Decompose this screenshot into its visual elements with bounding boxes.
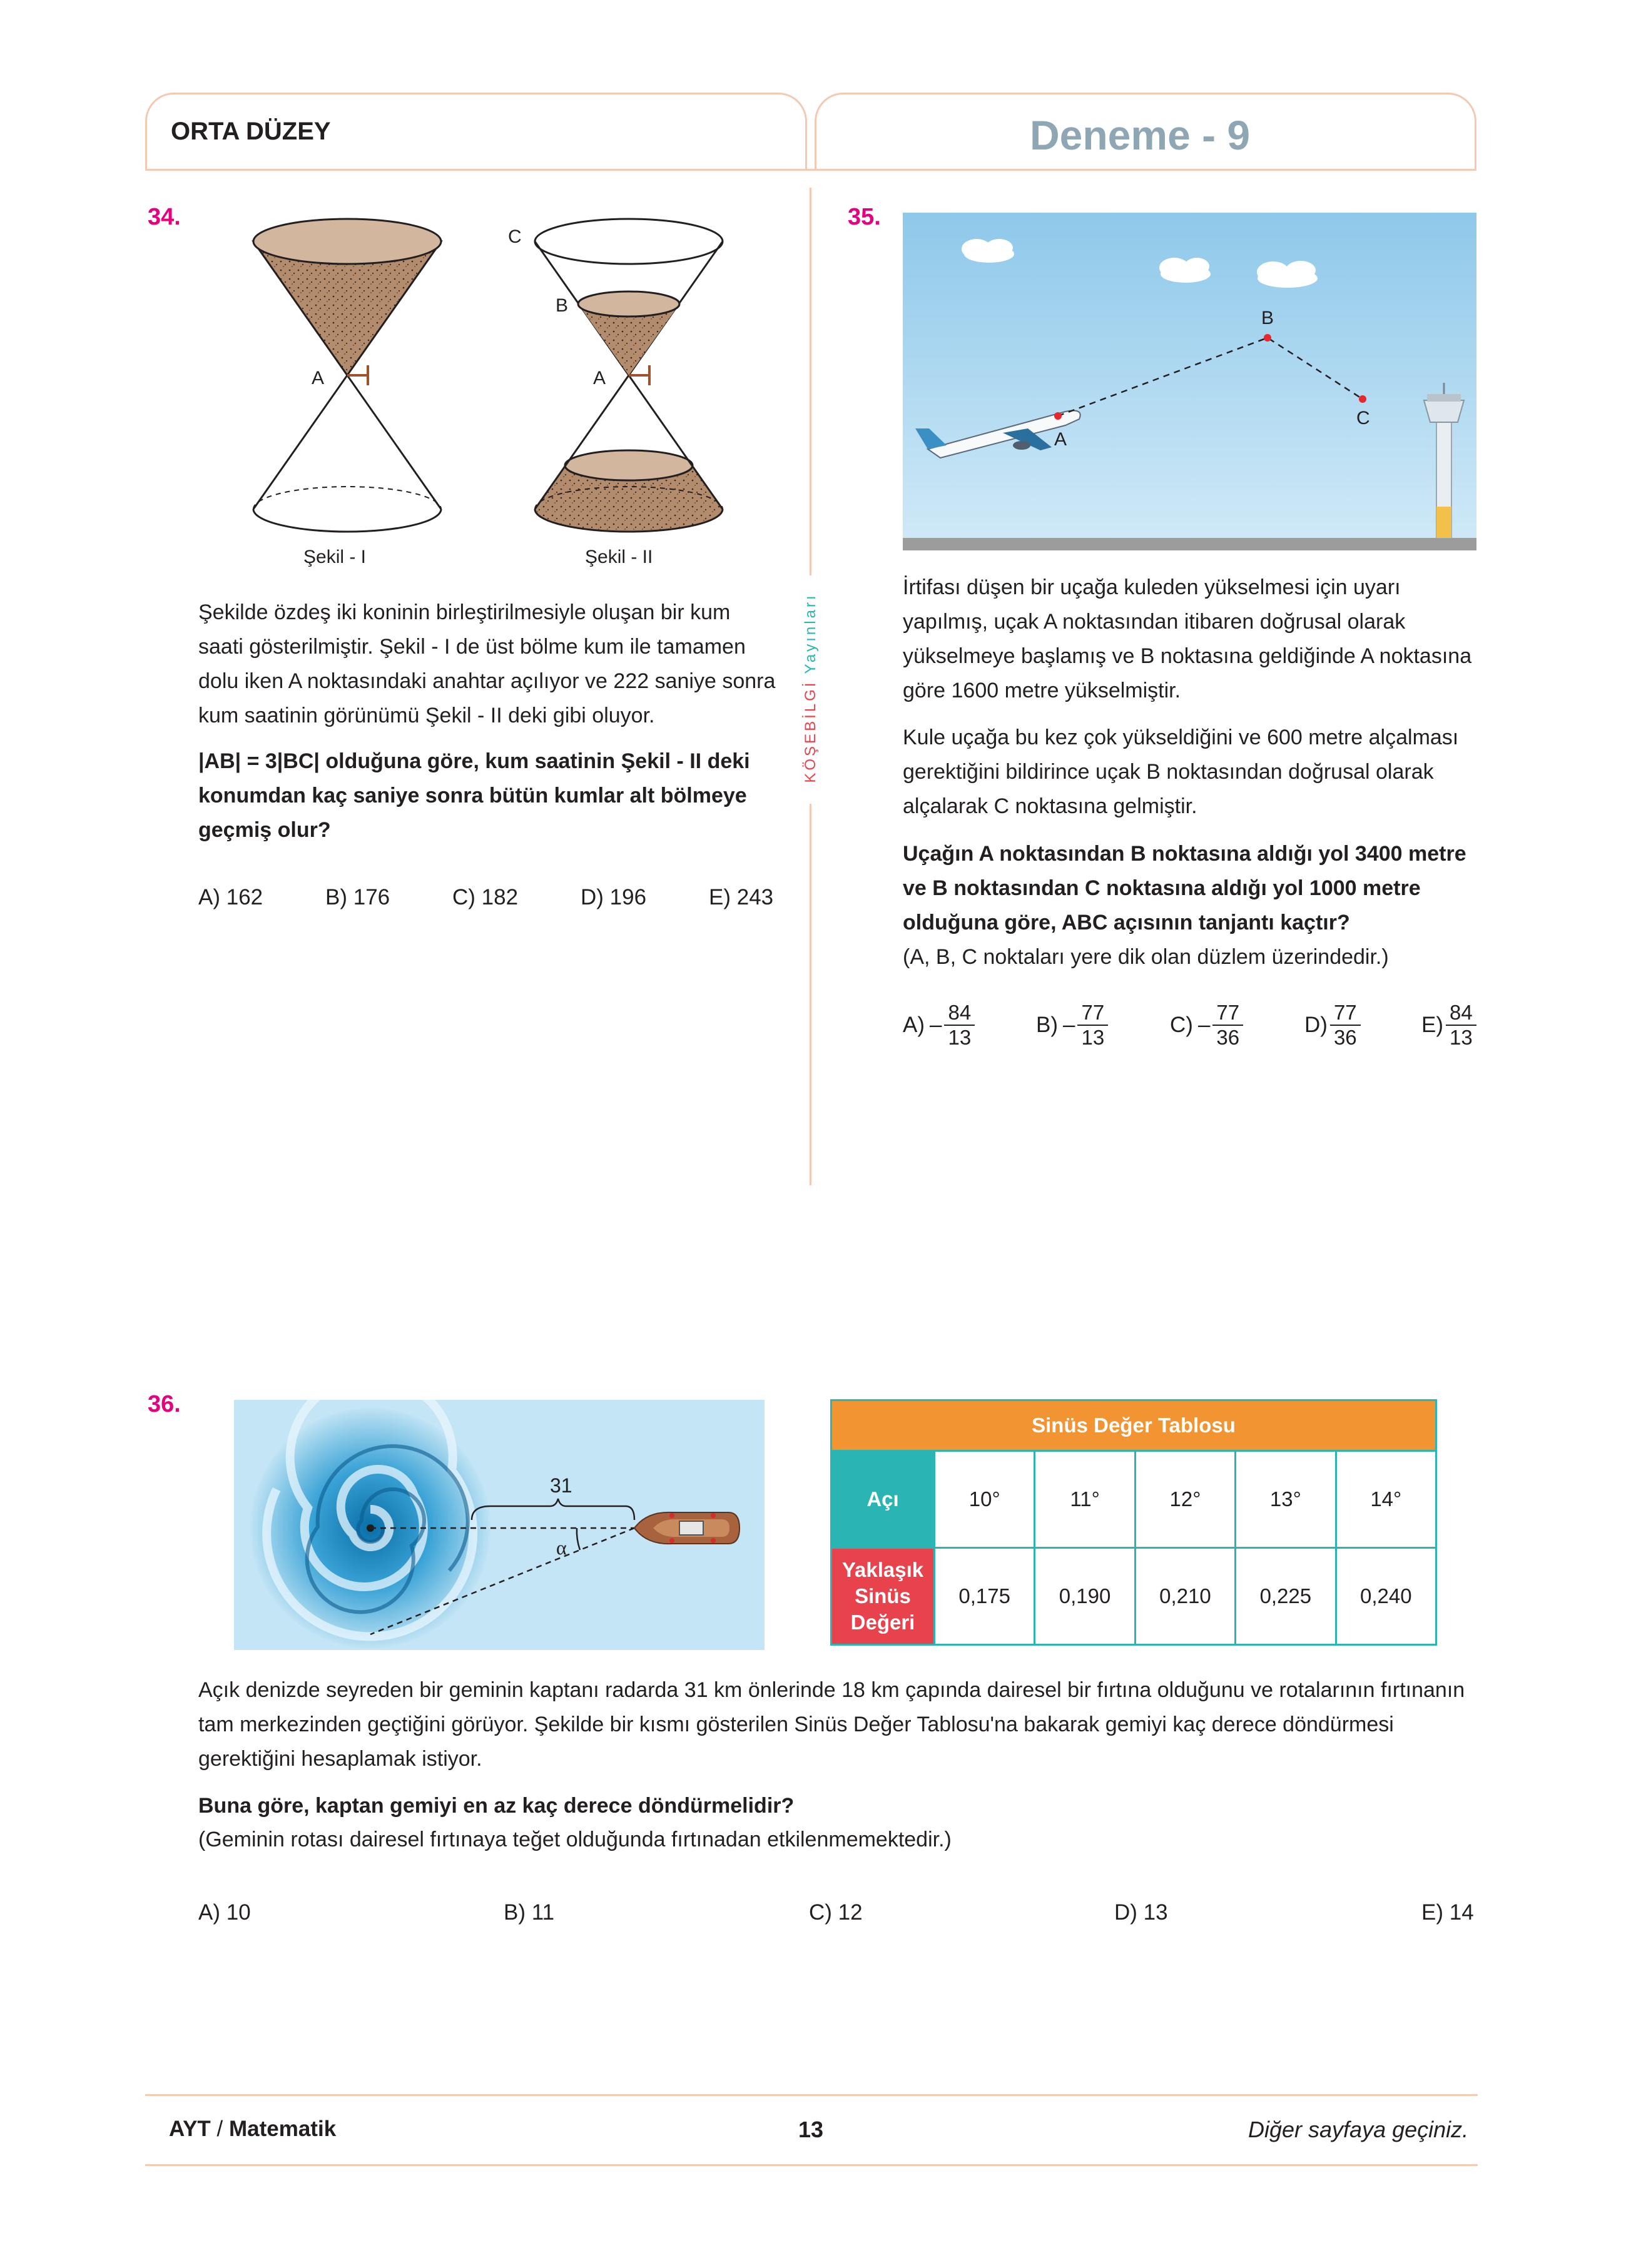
point-a-label-fig2: A	[593, 368, 606, 388]
angle-alpha-label: α	[556, 1536, 567, 1559]
q35-option-a-fraction	[944, 1001, 975, 1050]
q35-option-a[interactable]	[903, 1001, 975, 1050]
q35-option-c[interactable]	[1170, 1001, 1243, 1050]
q35-option-e-fraction	[1446, 1001, 1476, 1050]
q35-option-e-denominator: 13	[1450, 1026, 1473, 1049]
sine-row-header-line-1: Yaklaşık	[841, 1558, 924, 1581]
q36-option-d[interactable]: D) 13	[1114, 1900, 1168, 1925]
q34-hourglass-figure	[244, 206, 744, 582]
q36-question: Buna göre, kaptan gemiyi en az kaç derece döndürmelidir?	[198, 1794, 795, 1818]
point-a-marker	[1054, 412, 1062, 420]
q35-option-a-sign: –	[930, 1013, 942, 1037]
q34-text: Şekilde özdeş iki koninin birleştirilmesiyle oluşan bir kum saati gösterilmiştir. Şekil - I de üst bölme kum ile tamamen dolu iken A noktasındaki anahtar açılıyor ve 222 saniye sonra kum saatinin görünümü Şekil - II deki gibi oluyor.	[198, 600, 776, 727]
q35-option-a-denominator: 13	[948, 1026, 972, 1049]
q35-option-a-label: A)	[903, 1013, 925, 1037]
q35-question: Uçağın A noktasından B noktasına aldığı yol 3400 metre ve B noktasından C noktasına aldığı yol 1000 metre olduğuna göre, ABC açısının tanjantı kaçtır?	[903, 842, 1466, 934]
q36-note: (Geminin rotası dairesel fırtınaya teğet olduğunda fırtınadan etkilenmemektedir.)	[198, 1828, 952, 1851]
q35-airplane-figure	[903, 213, 1476, 550]
q35-option-b-fraction	[1077, 1001, 1108, 1050]
q36-text: Açık denizde seyreden bir geminin kaptanı radarda 31 km önlerinde 18 km çapında dairesel bir fırtına olduğunu ve rotalarının fırtınanın tam merkezinden geçtiğini görüyor. Şekilde bir kısmı gösterilen Sinüs Değer Tablosu'na bakarak gemiyi kaç derece döndürmesi gerektiğini hesaplamak istiyor.	[198, 1678, 1465, 1771]
q34-option-c[interactable]: C) 182	[452, 885, 519, 909]
level-label: ORTA DÜZEY	[171, 118, 331, 145]
q35-option-b-sign: –	[1063, 1013, 1075, 1037]
caption-sekil-1: Şekil - I	[303, 547, 367, 567]
q34-option-b[interactable]: B) 176	[325, 885, 390, 909]
angle-cell: 12°	[1135, 1451, 1235, 1548]
point-c-marker	[1359, 395, 1366, 403]
q35-option-b-label: B)	[1036, 1013, 1058, 1037]
sine-value-table	[830, 1399, 1437, 1646]
footer-top-line	[145, 2094, 1478, 2096]
sine-value-cell: 0,240	[1336, 1548, 1436, 1645]
q35-option-e-label: E)	[1421, 1013, 1443, 1037]
footer-subject-separator: /	[210, 2117, 229, 2141]
test-title: Deneme - 9	[1030, 112, 1251, 158]
q35-option-d-numerator: 77	[1330, 1001, 1361, 1026]
sine-value-cell: 0,190	[1035, 1548, 1135, 1645]
q35-option-d-fraction	[1330, 1001, 1361, 1050]
angle-cell: 11°	[1035, 1451, 1135, 1548]
q35-note: (A, B, C noktaları yere dik olan düzlem üzerindedir.)	[903, 945, 1389, 969]
point-b-label: B	[556, 295, 569, 316]
q35-option-e[interactable]	[1421, 1001, 1476, 1050]
q35-option-d[interactable]	[1304, 1001, 1361, 1050]
q34-number: 34.	[148, 204, 181, 230]
point-a-label-fig1: A	[312, 368, 325, 388]
q35-option-c-denominator: 36	[1216, 1026, 1240, 1049]
sine-value-cell: 0,225	[1236, 1548, 1336, 1645]
publisher-brand: KÖŞEBİLGİ	[802, 680, 819, 783]
q35-option-b[interactable]	[1036, 1001, 1108, 1050]
cloud-middle	[1159, 258, 1211, 283]
q36-number: 36.	[148, 1391, 181, 1417]
q35-option-c-label: C)	[1170, 1013, 1193, 1037]
sine-value-cell: 0,175	[935, 1548, 1035, 1645]
header-underline	[145, 169, 1476, 171]
angle-cell: 14°	[1336, 1451, 1436, 1548]
q34-option-e[interactable]: E) 243	[709, 885, 774, 909]
q35-option-d-denominator: 36	[1333, 1026, 1357, 1049]
q36-option-a[interactable]: A) 10	[198, 1900, 251, 1925]
plane-point-c-label: C	[1356, 408, 1370, 428]
angle-cell: 10°	[935, 1451, 1035, 1548]
q35-option-c-numerator: 77	[1212, 1001, 1243, 1026]
q35-option-b-denominator: 13	[1081, 1026, 1105, 1049]
q36-storm-figure	[234, 1400, 765, 1650]
q34-option-d[interactable]: D) 196	[581, 885, 647, 909]
q35-text-2: Kule uçağa bu kez çok yükseldiğini ve 600 metre alçalması gerektiğini bildirince uçak B noktasından doğrusal olarak alçalarak C noktasına gelmiştir.	[903, 726, 1459, 818]
footer-subject-name: Matematik	[228, 2117, 337, 2141]
plane-point-a-label: A	[1054, 429, 1067, 450]
footer-bottom-line	[145, 2164, 1478, 2166]
distance-label: 31	[550, 1474, 572, 1497]
q35-text-1: İrtifası düşen bir uçağa kuleden yükselmesi için uyarı yapılmış, uçak A noktasından itibaren doğrusal olarak yükselmeye başlamış ve B noktasına geldiğinde A noktasına göre 1600 metre yükselmiştir.	[903, 575, 1472, 702]
sine-row-header	[831, 1548, 935, 1645]
footer-subject-exam: AYT	[169, 2117, 211, 2141]
q36-option-e[interactable]: E) 14	[1421, 1900, 1474, 1925]
sine-table-title: Sinüs Değer Tablosu	[831, 1400, 1436, 1451]
q35-option-b-numerator: 77	[1077, 1001, 1108, 1026]
q34-question: |AB| = 3|BC| olduğuna göre, kum saatinin Şekil - II deki konumdan kaç saniye sonra bütün kumlar alt bölmeye geçmiş olur?	[198, 749, 750, 842]
plane-point-b-label: B	[1261, 308, 1274, 328]
caption-sekil-2: Şekil - II	[585, 547, 653, 567]
q35-option-d-label: D)	[1304, 1013, 1328, 1037]
column-divider-top	[810, 188, 811, 575]
sine-row-header-line-3: Değeri	[850, 1611, 915, 1634]
q35-option-a-numerator: 84	[944, 1001, 975, 1026]
hourglass-figure-1	[253, 219, 441, 532]
next-page-note: Diğer sayfaya geçiniz.	[1248, 2117, 1469, 2142]
footer-subject	[169, 2117, 336, 2142]
q36-option-c[interactable]: C) 12	[809, 1900, 863, 1925]
page-number: 13	[798, 2117, 824, 2142]
q35-option-e-numerator: 84	[1446, 1001, 1476, 1026]
publisher-suffix: Yayınları	[802, 593, 819, 674]
cloud-left	[962, 239, 1014, 263]
ship-icon	[634, 1512, 739, 1544]
q35-number: 35.	[848, 204, 881, 230]
q34-option-a[interactable]: A) 162	[198, 885, 263, 909]
q36-option-b[interactable]: B) 11	[504, 1900, 555, 1925]
column-divider-bottom	[810, 804, 811, 1185]
q35-option-c-fraction	[1212, 1001, 1243, 1050]
q35-option-c-sign: –	[1197, 1013, 1211, 1037]
sine-value-cell: 0,210	[1135, 1548, 1235, 1645]
angle-row-header: Açı	[831, 1451, 935, 1548]
point-c-label: C	[508, 226, 522, 247]
publisher-side-label	[802, 593, 820, 782]
sine-row-header-line-2: Sinüs	[855, 1584, 911, 1607]
point-b-marker	[1264, 334, 1271, 342]
hourglass-figure-2	[535, 219, 723, 532]
angle-cell: 13°	[1236, 1451, 1336, 1548]
